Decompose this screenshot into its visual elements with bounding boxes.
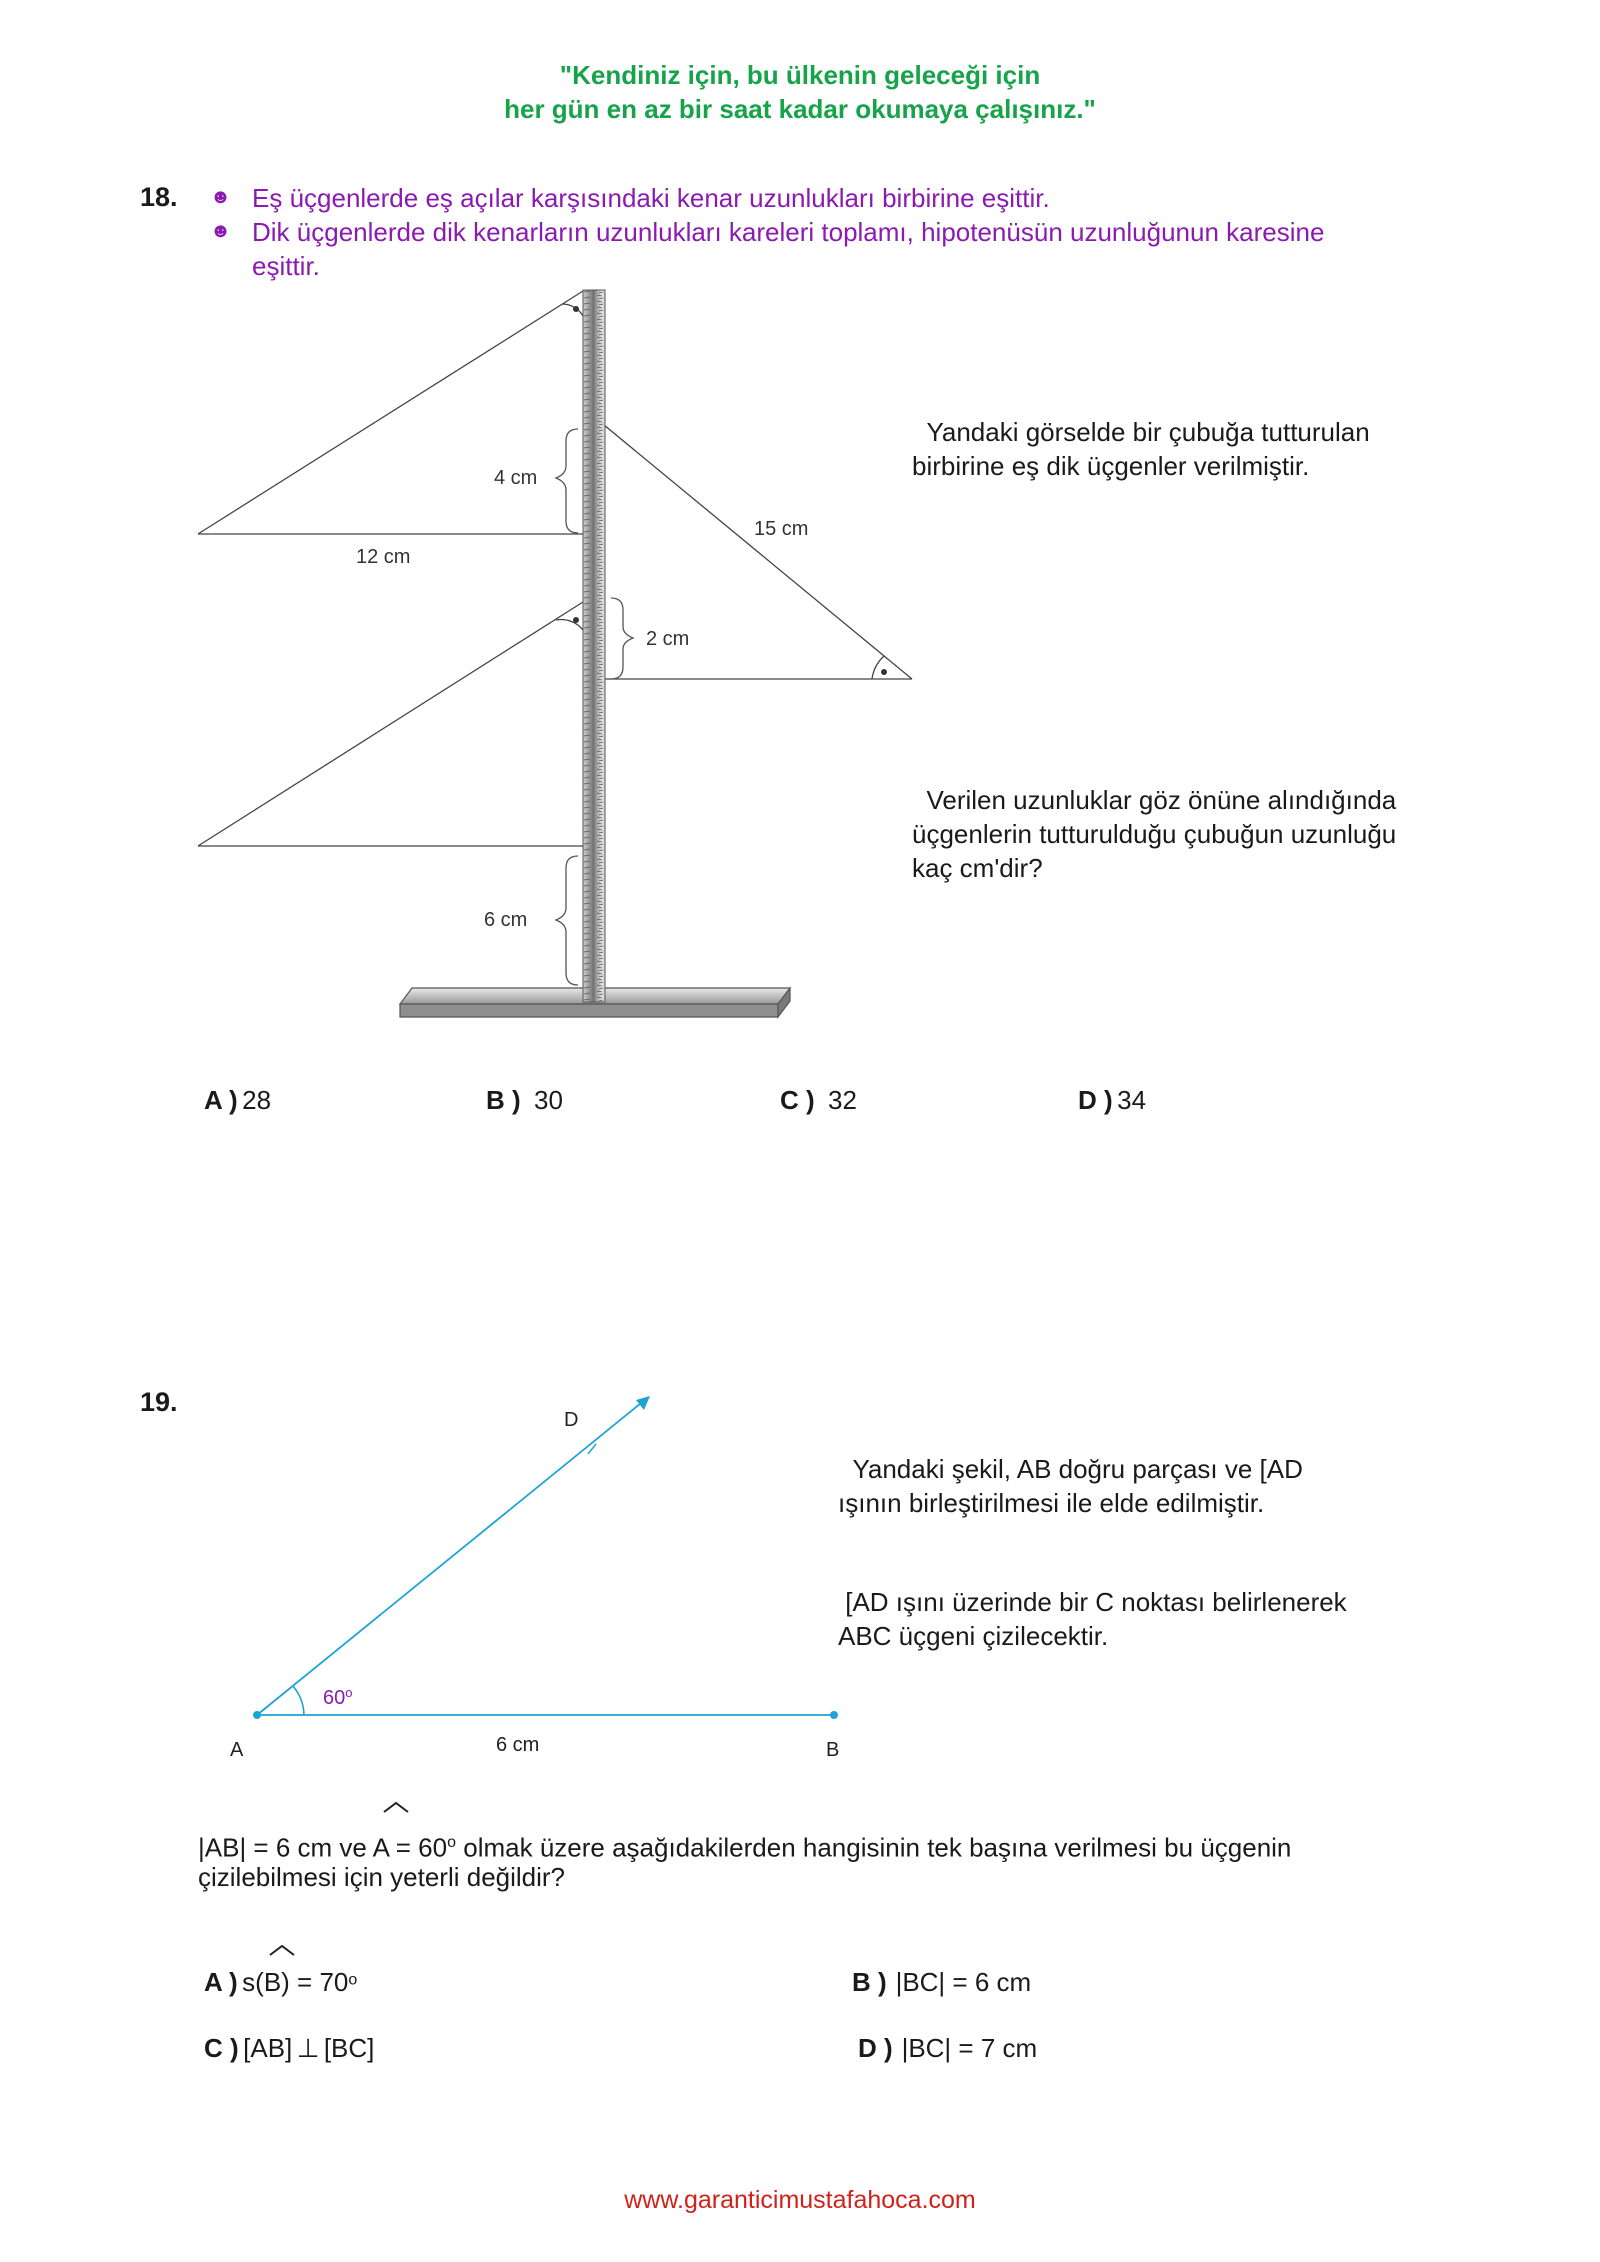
label-angle-60: 60$^o$ bbox=[323, 1685, 353, 1709]
hat-icon bbox=[268, 1943, 298, 1957]
label-point-d: D bbox=[564, 1409, 579, 1431]
label-15cm: 15 cm bbox=[754, 518, 809, 540]
q18-option-b[interactable]: B ) 30 bbox=[486, 1085, 563, 1115]
q18-text1-line1: Yandaki görselde bir çubuğa tutturulan bbox=[926, 417, 1370, 447]
triangle-lower-left bbox=[198, 602, 583, 846]
q19-option-a[interactable]: A ) $s(B) = 70^o$ bbox=[204, 1967, 358, 1997]
ray-ad bbox=[257, 1399, 646, 1715]
q19-text2-line2: ABC üçgeni çizilecektir. bbox=[838, 1621, 1109, 1651]
label-4cm: 4 cm bbox=[494, 467, 538, 489]
label-6cm: 6 cm bbox=[496, 1734, 540, 1756]
label-point-a: A bbox=[230, 1739, 244, 1761]
q18-option-c[interactable]: C ) 32 bbox=[780, 1085, 857, 1115]
q19-option-b[interactable]: B ) |BC| = 6 cm bbox=[852, 1967, 1032, 1997]
smiley-icon: ☻ bbox=[210, 186, 232, 208]
q19-option-d[interactable]: D ) |BC| = 7 cm bbox=[858, 2033, 1038, 2063]
smiley-icon: ☻ bbox=[210, 220, 232, 242]
q18-hint-2-line2: eşittir. bbox=[252, 251, 320, 281]
q18-text2-line1: Verilen uzunluklar göz önüne alındığında bbox=[926, 785, 1397, 815]
footer-website-link[interactable]: www.garanticimustafahoca.com bbox=[624, 2186, 976, 2214]
q18-text2-line2: üçgenlerin tutturulduğu çubuğun uzunluğu bbox=[912, 819, 1397, 849]
q18-triangles-figure bbox=[0, 0, 1600, 1100]
label-6cm: 6 cm bbox=[484, 909, 528, 931]
q19-text2-line1: [AD ışını üzerinde bir C noktası belirlenerek bbox=[845, 1587, 1347, 1617]
q19-angle-figure bbox=[0, 1370, 1600, 1770]
perpendicular-icon: ⊥ bbox=[296, 2033, 320, 2063]
q18-option-d[interactable]: D ) 34 bbox=[1078, 1085, 1147, 1115]
question-19-number: 19. bbox=[140, 1387, 178, 1417]
q19-text1-line1: Yandaki şekil, AB doğru parçası ve [AD bbox=[852, 1454, 1303, 1484]
q19-option-c[interactable]: C ) [AB] ⊥ [BC] bbox=[204, 2033, 375, 2063]
label-point-b: B bbox=[826, 1739, 840, 1761]
motivational-quote-line2: her gün en az bir saat kadar okumaya çalışınız." bbox=[504, 94, 1096, 124]
q18-hint-2-line1: Dik üçgenlerde dik kenarların uzunlukları kareleri toplamı, hipotenüsün uzunluğunun karesine bbox=[252, 217, 1325, 247]
q18-option-a[interactable]: A ) 28 bbox=[204, 1085, 272, 1115]
q19-stem-line2: çizilebilmesi için yeterli değildir? bbox=[198, 1862, 566, 1892]
question-18-number: 18. bbox=[140, 182, 178, 212]
ray-arrowhead bbox=[636, 1396, 650, 1410]
q18-text2-line3: kaç cm'dir? bbox=[912, 853, 1043, 883]
q18-text1-line2: birbirine eş dik üçgenler verilmiştir. bbox=[912, 451, 1310, 481]
label-12cm: 12 cm bbox=[356, 546, 411, 568]
q18-hint-1: Eş üçgenlerde eş açılar karşısındaki kenar uzunlukları birbirine eşittir. bbox=[252, 183, 1050, 213]
label-2cm: 2 cm bbox=[646, 628, 690, 650]
rod bbox=[583, 290, 605, 1002]
brace-2cm bbox=[611, 598, 633, 679]
q19-text1-line2: ışının birleştirilmesi ile elde edilmiştir. bbox=[838, 1488, 1265, 1518]
motivational-quote-line1: "Kendiniz için, bu ülkenin geleceği için bbox=[559, 60, 1041, 90]
q19-stem-line1: |AB| = 6 cm ve $A = 60^o$ olmak üzere aşağıdakilerden hangisinin tek başına verilmesi bu üçgenin bbox=[198, 1832, 1292, 1863]
brace-6cm bbox=[556, 856, 578, 985]
hat-icon bbox=[382, 1800, 412, 1814]
brace-4cm bbox=[556, 429, 578, 533]
triangle-upper-left bbox=[198, 291, 583, 534]
